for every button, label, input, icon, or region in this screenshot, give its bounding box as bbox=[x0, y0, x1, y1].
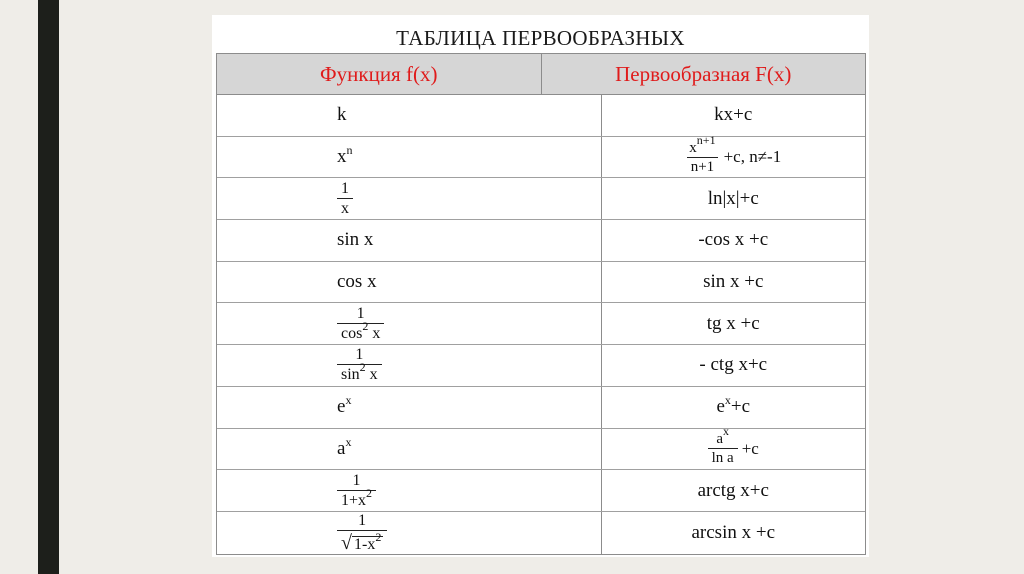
function-cell bbox=[217, 95, 601, 136]
antiderivative-cell bbox=[601, 220, 866, 261]
table-row bbox=[217, 512, 865, 554]
function-cell bbox=[217, 178, 601, 219]
antiderivative-text: -cos x +c bbox=[698, 229, 769, 251]
antiderivative-formula: $\frac{a^x}{\text{ln a}}$ +c bbox=[708, 431, 759, 466]
left-dark-bar bbox=[38, 0, 59, 574]
antiderivative-text: $e^x+c$ bbox=[716, 393, 751, 418]
function-cell bbox=[217, 137, 601, 178]
antiderivative-cell bbox=[601, 345, 866, 386]
table-row bbox=[217, 132, 865, 179]
sqrt-icon: √ bbox=[341, 531, 352, 554]
function-text: $e^x$ bbox=[337, 393, 352, 418]
function-cell bbox=[217, 345, 601, 386]
header-function: Функция f(x) bbox=[320, 61, 438, 86]
table-row bbox=[217, 387, 865, 429]
function-text: cos x bbox=[337, 271, 377, 293]
function-fraction: $\frac{1}{\sin^2 x}$ bbox=[337, 347, 382, 383]
table-row bbox=[217, 424, 865, 471]
table-row bbox=[217, 345, 865, 387]
antiderivative-cell bbox=[601, 262, 866, 303]
table-row bbox=[217, 220, 865, 262]
table-row bbox=[217, 470, 865, 512]
function-cell bbox=[217, 512, 601, 554]
table-row bbox=[217, 178, 865, 220]
antiderivative-text: sin x +c bbox=[703, 271, 764, 293]
antiderivative-cell bbox=[601, 303, 866, 344]
antiderivative-cell bbox=[601, 424, 866, 470]
function-fraction: $\frac{1}{1+x^2}$ bbox=[337, 473, 376, 509]
function-cell bbox=[217, 387, 601, 428]
function-fraction: 1 √ $1-x^2$ bbox=[337, 513, 387, 553]
antiderivative-text: ln|x|+c bbox=[707, 187, 759, 209]
antiderivative-cell bbox=[601, 470, 866, 511]
function-fraction: $\frac{1}{\cos^2 x}$ bbox=[337, 306, 384, 342]
function-fraction: $\frac{1}{x}$ bbox=[337, 181, 353, 217]
function-cell bbox=[217, 303, 601, 344]
antiderivative-formula: $\frac{x^{n+1}}{n+1}$ +c, n≠-1 bbox=[685, 140, 781, 175]
antiderivative-text: arctg x+c bbox=[697, 479, 769, 501]
function-cell bbox=[217, 262, 601, 303]
table-row bbox=[217, 95, 865, 137]
antiderivative-cell bbox=[601, 132, 866, 178]
antiderivative-text: tg x +c bbox=[706, 312, 760, 334]
function-text: $a^x$ bbox=[337, 434, 352, 459]
function-cell bbox=[217, 470, 601, 511]
antiderivative-cell bbox=[601, 178, 866, 219]
table-header bbox=[217, 54, 865, 95]
function-cell bbox=[217, 429, 601, 470]
function-cell bbox=[217, 220, 601, 261]
table-row bbox=[217, 262, 865, 304]
antiderivative-cell bbox=[601, 95, 866, 136]
antiderivative-table bbox=[216, 53, 866, 555]
slide bbox=[212, 15, 869, 557]
antiderivative-cell bbox=[601, 512, 866, 554]
function-text: k bbox=[337, 104, 347, 126]
header-antiderivative: Первообразная F(x) bbox=[541, 54, 866, 94]
table-row bbox=[217, 303, 865, 345]
function-text: $x^n$ bbox=[337, 143, 353, 168]
table-title: ТАБЛИЦА ПЕРВООБРАЗНЫХ bbox=[396, 26, 685, 50]
function-text: sin x bbox=[337, 229, 374, 251]
antiderivative-text: arcsin x +c bbox=[691, 521, 775, 543]
antiderivative-cell bbox=[601, 387, 866, 428]
antiderivative-text: kx+c bbox=[714, 104, 753, 126]
antiderivative-text: - ctg x+c bbox=[699, 354, 768, 376]
